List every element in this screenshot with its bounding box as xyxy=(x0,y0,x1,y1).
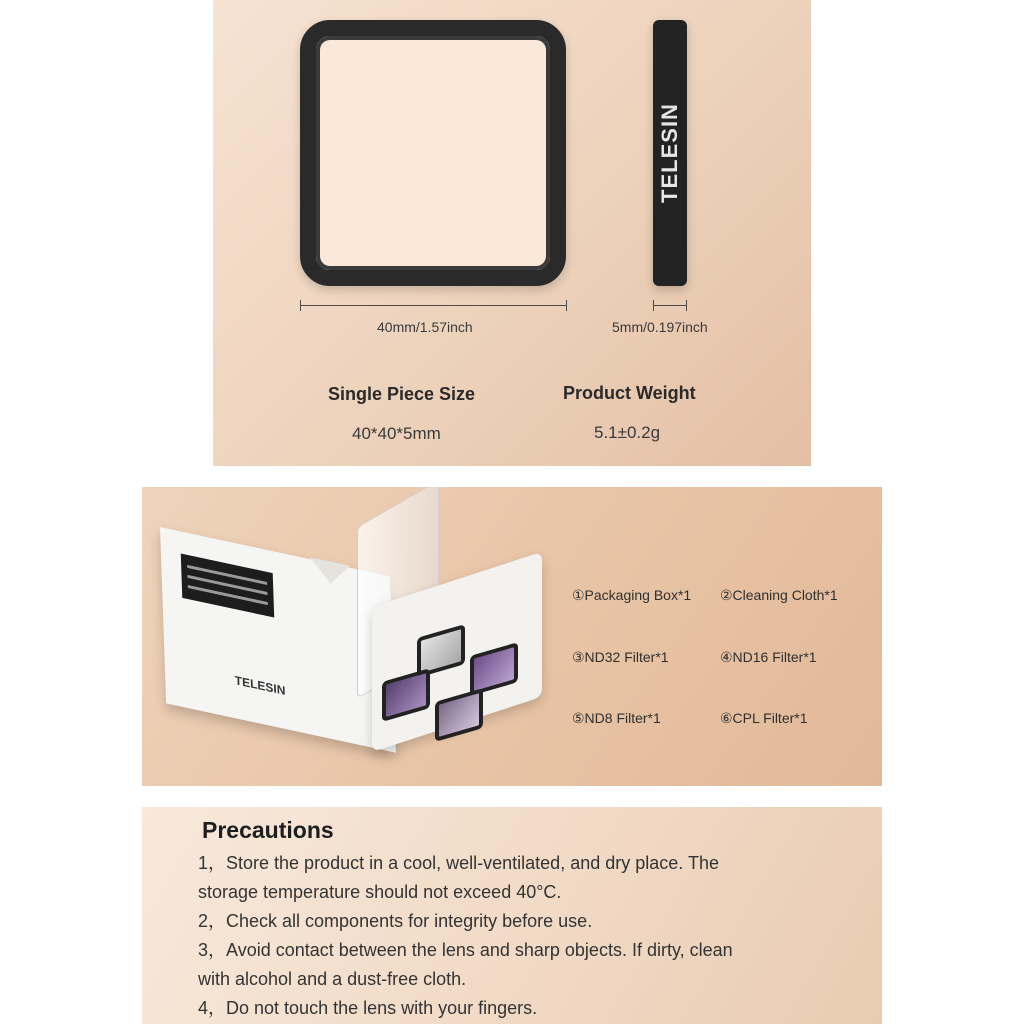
package-panel xyxy=(142,487,882,786)
weight-value: 5.1±0.2g xyxy=(594,423,661,442)
precautions-panel xyxy=(142,807,882,1024)
precaution-line: storage temperature should not exceed 40°C. xyxy=(198,882,562,902)
filter-frame-front-image xyxy=(300,20,566,286)
precaution-line: 4，Do not touch the lens with your fingers. xyxy=(198,998,538,1018)
list-item: ③ND32 Filter*1 xyxy=(572,649,669,665)
precautions-title: Precautions xyxy=(202,817,334,843)
list-item: ④ND16 Filter*1 xyxy=(720,649,817,665)
precaution-line: with alcohol and a dust-free cloth. xyxy=(198,969,467,989)
spec-panel xyxy=(213,0,811,466)
thickness-dimension-line xyxy=(653,305,687,306)
box-brand-logo: TELESIN xyxy=(234,673,286,699)
list-item: ①Packaging Box*1 xyxy=(572,587,692,603)
filter-frame-side-image xyxy=(653,20,687,286)
width-dimension-line xyxy=(300,305,567,306)
list-item: ⑥CPL Filter*1 xyxy=(720,710,808,726)
precaution-line: 2，Check all components for integrity before use. xyxy=(198,911,593,931)
box-notch xyxy=(310,557,351,588)
thickness-label: 5mm/0.197inch xyxy=(612,319,708,335)
weight-heading: Product Weight xyxy=(563,383,696,403)
side-brand-logo: TELESIN xyxy=(657,103,682,203)
precaution-line: 3，Avoid contact between the lens and sharp objects. If dirty, clean xyxy=(198,940,733,960)
precaution-line: 1，Store the product in a cool, well-ventilated, and dry place. The xyxy=(198,853,719,873)
size-heading: Single Piece Size xyxy=(328,384,476,404)
width-label: 40mm/1.57inch xyxy=(377,319,473,335)
box-label xyxy=(181,553,274,617)
precautions-list xyxy=(198,849,858,1023)
list-item: ⑤ND8 Filter*1 xyxy=(572,710,661,726)
list-item: ②Cleaning Cloth*1 xyxy=(720,587,838,603)
size-value: 40*40*5mm xyxy=(352,424,441,443)
